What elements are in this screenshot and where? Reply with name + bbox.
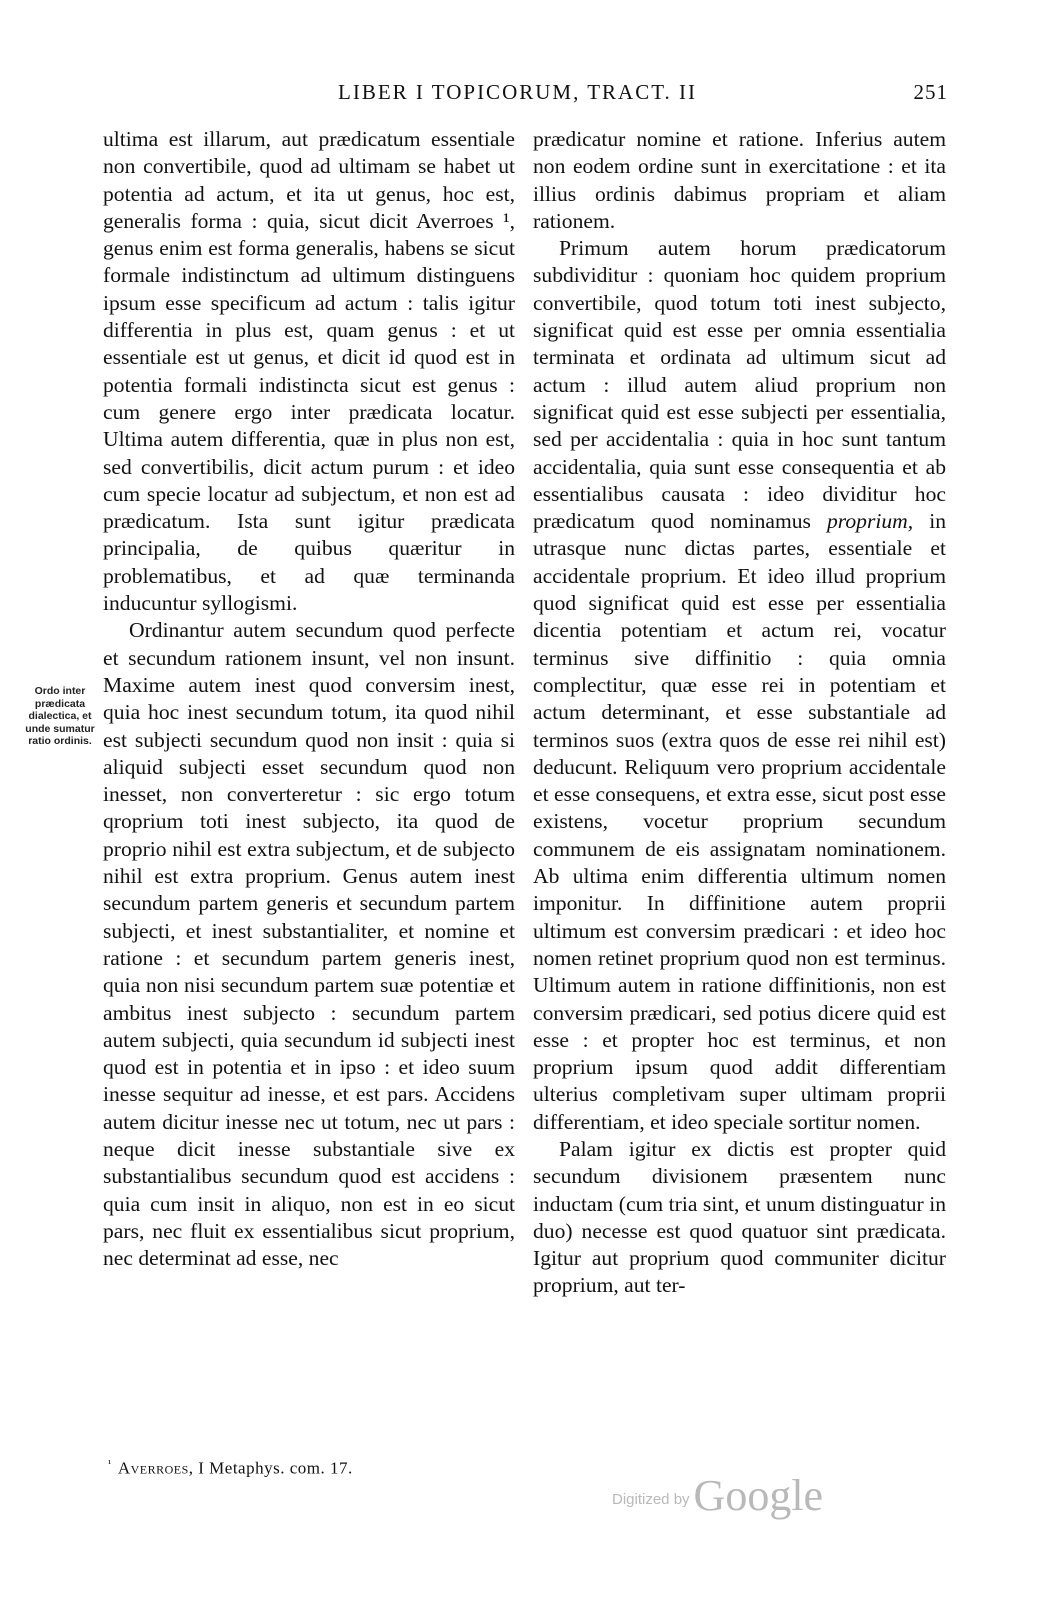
digitized-watermark <box>612 1470 823 1521</box>
right-paragraph-2-part-b: in utrasque nunc dictas partes, essentiale et accidentale proprium. Et ideo illud proprium quod significat quid est esse per essentialia dicentia potentiam et actum rei, vocatur terminus sive diffinitio : quia omnia complectitur, quæ esse rei in potentiam et actum determinant, et esse substantiale ad terminos suos (extra quos de esse rei nihil est) deducunt. Reliquum vero proprium accidentale et esse consequens, et extra esse, sicut post esse existens, vocetur proprium secundum communem de eis assignatam nominationem. Ab ultima enim differentia ultimum nomen imponitur. In diffinitione autem proprii ultimum est conversim prædicari : et ideo hoc nomen retinet proprium quod non est terminus. Ultimum autem in ratione diffinitionis, non est conversim prædicari, sed potius dicere quid est esse : et propter hoc est terminus, et non proprium ipsum quod addit differentiam ulterius completivam super ultimam proprii differentiam, et ideo speciale sortitur nomen. <box>533 509 946 1134</box>
footnote-marker: ¹ <box>108 1458 112 1470</box>
right-paragraph-3: Palam igitur ex dictis est propter quid secundum divisionem præsentem nunc inductam (cum tria sint, et unum distinguatur in duo) necesse est quod quatuor sint prædicata. Igitur aut proprium quod communiter dicitur proprium, aut ter- <box>533 1136 946 1298</box>
running-title: LIBER I TOPICORUM, TRACT. II <box>338 80 697 104</box>
footnote-text: I Metaphys. com. 17. <box>198 1458 353 1478</box>
right-paragraph-1: prædicatur nomine et ratione. Inferius autem non eodem ordine sunt in exercitatione : et ita illius ordinis dabimus propriam et aliam rationem. <box>533 127 946 233</box>
google-logo: Google <box>693 1471 824 1520</box>
left-column <box>103 126 515 1272</box>
watermark-caption: Digitized by <box>612 1491 690 1508</box>
left-paragraph-1: ultima est illarum, aut prædicatum essentiale non convertibile, quod ad ultimam se habet ut potentia ad actum, et ita ut genus, hoc est, generalis forma : quia, sicut dicit Averroes ¹, genus enim est forma generalis, habens se sicut formale indistinctum ad ultimum distinguens ipsum esse specificum ad actum : talis igitur differentia in plus est, quam genus : et ut essentiale est ut genus, et dicit id quod est in potentia formali indistincta sicut est genus : cum genere ergo inter prædicata locatur. Ultima autem differentia, quæ in plus non est, sed convertibilis, dicit actum purum : et ideo cum specie locatur ad subjectum, et non est ad prædicatum. Ista sunt igitur prædicata principalia, de quibus quæritur in problematibus, et ad quæ terminanda inducuntur syllogismi. <box>103 127 515 616</box>
footnote <box>108 1458 353 1479</box>
running-header <box>338 80 948 105</box>
right-paragraph-2 <box>533 235 946 1136</box>
footnote-author: Averroes, <box>117 1458 194 1478</box>
left-paragraph-2: Ordinantur autem secundum quod perfecte et secundum rationem insunt, vel non insunt. Maxime autem inest quod conversim inest, quia hoc inest secundum totum, ita quod nihil est subjecti secundum quod non insit : quia si aliquid subjecti esset secundum quod non inesset, non converteretur : sic ergo totum qroprium toti inest subjecto, ita quod de proprio nihil est extra subjectum, et de subjecto nihil est extra proprium. Genus autem inest secundum partem generis et secundum partem subjecti, et inest substantialiter, et nomine et ratione : et secundum partem generis inest, quia non nisi secundum partem suæ potentiæ et ambitus inest subjecto : secundum partem autem subjecti, quia secundum id subjecti inest quod est in potentia et in ipso : et ideo suum inesse sequitur ad inesse, et est pars. Accidens autem dicitur inesse nec ut totum, nec ut pars : neque dicit inesse substantiale sive ex substantialibus secundum quod est accidens : quia cum insit in aliquo, non est in eo sicut pars, nec fluit ex essentialibus sicut proprium, nec determinat ad esse, nec <box>103 618 515 1271</box>
right-column <box>533 126 946 1300</box>
italic-term: proprium, <box>826 509 914 534</box>
right-paragraph-2-part-a: Primum autem horum prædicatorum subdividitur : quoniam hoc quidem proprium convertibile, quod totum toti inest subjecto, significat quid est esse per omnia essentialia terminata et ordinata ad ultimum sicut ad actum : illud autem aliud proprium non significat quid est esse subjecti per essentialia, sed per accidentalia : quia in hoc sunt tantum accidentalia, quia sunt esse consequentia et ab essentialibus causata : ideo dividitur hoc prædicatum quod nominamus <box>533 236 946 534</box>
margin-note: Ordo inter prædicata dialectica, et unde sumatur ratio ordinis. <box>25 685 95 747</box>
page-number: 251 <box>913 80 948 104</box>
